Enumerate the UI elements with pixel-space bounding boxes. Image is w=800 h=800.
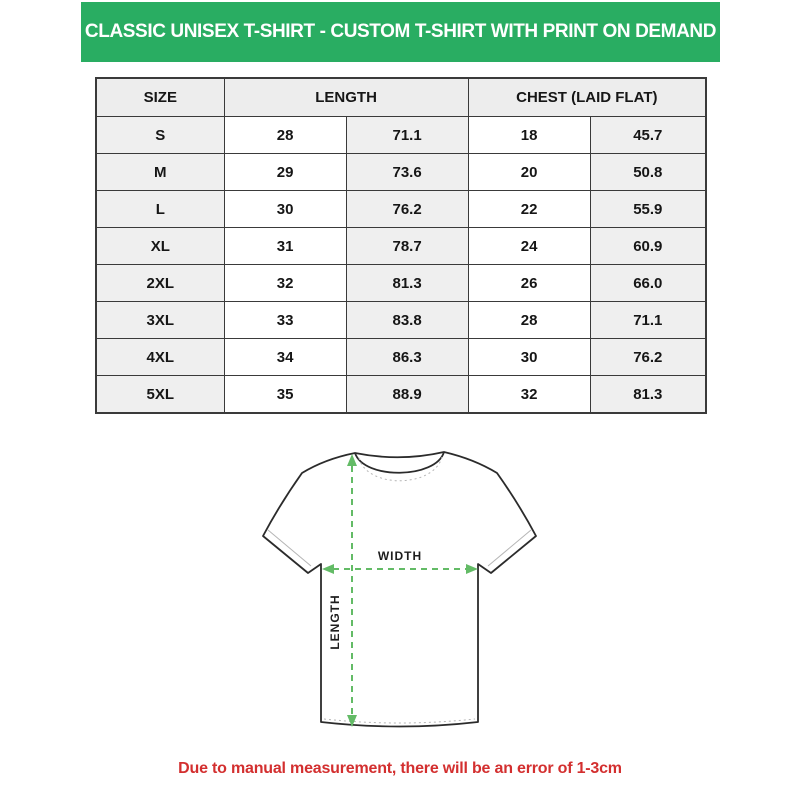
size-cell: 2XL [96,265,224,302]
table-row [96,117,706,154]
size-cell: S [96,117,224,154]
table-row [96,154,706,191]
page-title: CLASSIC UNISEX T-SHIRT - CUSTOM T-SHIRT WITH PRINT ON DEMAND [84,21,717,42]
length-cm-cell: 78.7 [346,228,468,265]
title-banner [81,2,720,62]
length-in-cell: 34 [224,339,346,376]
length-in-cell: 35 [224,376,346,414]
table-row [96,191,706,228]
chest-cm-cell: 60.9 [590,228,706,265]
table-row [96,376,706,414]
chest-in-cell: 20 [468,154,590,191]
chest-in-cell: 30 [468,339,590,376]
table-row [96,302,706,339]
chest-in-cell: 26 [468,265,590,302]
length-in-cell: 29 [224,154,346,191]
length-in-cell: 32 [224,265,346,302]
column-header-length: LENGTH [224,78,468,117]
size-table [95,77,707,414]
size-cell: 3XL [96,302,224,339]
length-cm-cell: 71.1 [346,117,468,154]
tshirt-diagram [240,430,560,750]
chest-in-cell: 32 [468,376,590,414]
chest-cm-cell: 81.3 [590,376,706,414]
chest-in-cell: 24 [468,228,590,265]
size-cell: XL [96,228,224,265]
length-cm-cell: 81.3 [346,265,468,302]
tshirt-outline-icon [263,452,536,727]
length-cm-cell: 76.2 [346,191,468,228]
length-in-cell: 31 [224,228,346,265]
chest-cm-cell: 50.8 [590,154,706,191]
size-cell: M [96,154,224,191]
length-in-cell: 28 [224,117,346,154]
chest-in-cell: 18 [468,117,590,154]
size-cell: L [96,191,224,228]
length-cm-cell: 88.9 [346,376,468,414]
size-cell: 5XL [96,376,224,414]
chest-cm-cell: 45.7 [590,117,706,154]
length-in-cell: 30 [224,191,346,228]
length-cm-cell: 86.3 [346,339,468,376]
table-row [96,265,706,302]
chest-in-cell: 22 [468,191,590,228]
chest-cm-cell: 71.1 [590,302,706,339]
chest-cm-cell: 76.2 [590,339,706,376]
length-label: LENGTH [328,594,342,650]
table-row [96,339,706,376]
chest-cm-cell: 66.0 [590,265,706,302]
width-label: WIDTH [377,549,423,563]
length-cm-cell: 83.8 [346,302,468,339]
table-header-row [96,78,706,117]
length-in-cell: 33 [224,302,346,339]
column-header-chest: CHEST (LAID FLAT) [468,78,706,117]
chest-in-cell: 28 [468,302,590,339]
table-row [96,228,706,265]
chest-cm-cell: 55.9 [590,191,706,228]
measurement-note: Due to manual measurement, there will be an error of 1-3cm [178,760,622,777]
length-cm-cell: 73.6 [346,154,468,191]
column-header-size: SIZE [96,78,224,117]
size-cell: 4XL [96,339,224,376]
